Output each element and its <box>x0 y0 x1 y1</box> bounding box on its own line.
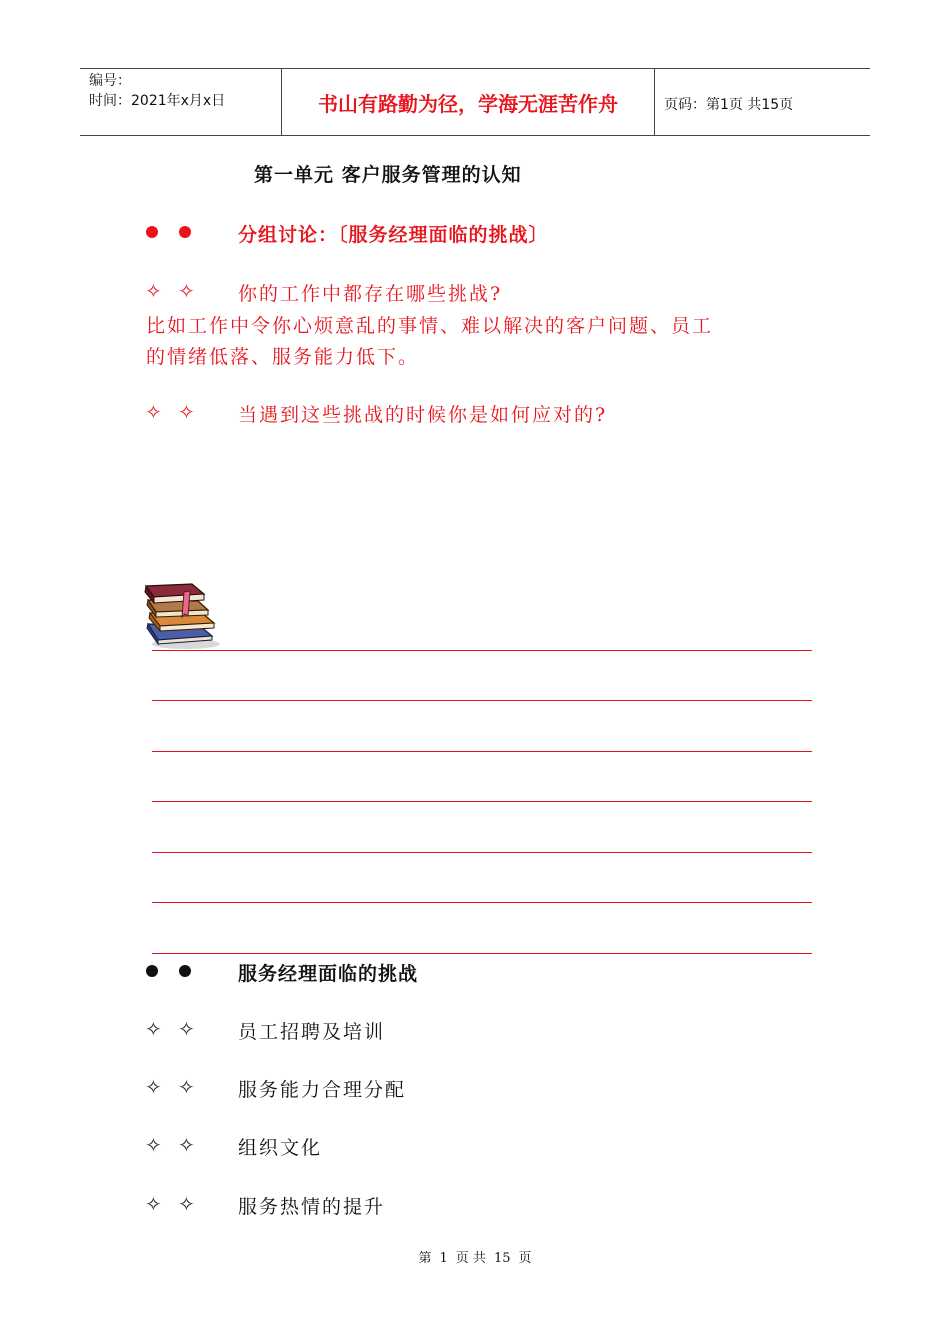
star-bullet-icon: ✧ <box>145 1133 162 1157</box>
header-time-label: 时间：2021年x月x日 <box>89 93 226 109</box>
star-bullet-icon: ✧ <box>145 400 162 424</box>
section2-heading: 服务经理面临的挑战 <box>238 963 419 985</box>
star-bullet-icon: ✧ <box>178 400 195 424</box>
challenge-item: 员工招聘及培训 <box>238 1021 386 1043</box>
question-2: 当遇到这些挑战的时候你是如何应对的? <box>238 404 608 426</box>
star-bullet-icon: ✧ <box>178 1017 195 1041</box>
star-bullet-icon: ✧ <box>145 1192 162 1216</box>
bullet-dot-icon <box>179 226 191 238</box>
footer-total-pages: 15 <box>493 1251 511 1266</box>
star-bullet-icon: ✧ <box>178 1133 195 1157</box>
challenge-item: 服务能力合理分配 <box>238 1079 407 1101</box>
stack-of-books-icon <box>142 580 224 650</box>
question-1-detail-line2: 的情绪低落、服务能力低下。 <box>146 346 420 368</box>
writing-line <box>152 902 812 903</box>
header-number-label: 编号： <box>89 73 131 89</box>
header-bottom-rule <box>80 135 870 136</box>
page-title: 第一单元 客户服务管理的认知 <box>254 164 522 186</box>
bullet-dot-icon <box>146 965 158 977</box>
challenge-item: 服务热情的提升 <box>238 1196 386 1218</box>
star-bullet-icon: ✧ <box>145 279 162 303</box>
writing-line <box>152 700 812 701</box>
page-footer <box>0 1247 950 1266</box>
question-1: 你的工作中都存在哪些挑战? <box>238 283 503 305</box>
challenge-item: 组织文化 <box>238 1137 323 1159</box>
section1-heading: 分组讨论：〔服务经理面临的挑战〕 <box>238 224 549 246</box>
star-bullet-icon: ✧ <box>178 279 195 303</box>
header-top-rule <box>80 68 870 69</box>
star-bullet-icon: ✧ <box>145 1017 162 1041</box>
footer-page-number: 1 <box>439 1251 448 1266</box>
bullet-dot-icon <box>146 226 158 238</box>
footer-mid: 页 共 <box>455 1251 486 1266</box>
footer-suffix: 页 <box>518 1251 532 1266</box>
writing-line <box>152 650 812 651</box>
writing-line <box>152 953 812 954</box>
header-motto: 书山有路勤为径，学海无涯苦作舟 <box>318 92 618 116</box>
star-bullet-icon: ✧ <box>178 1192 195 1216</box>
writing-line <box>152 751 812 752</box>
bullet-dot-icon <box>179 965 191 977</box>
question-1-detail-line1: 比如工作中令你心烦意乱的事情、难以解决的客户问题、员工 <box>146 315 714 337</box>
header-divider-right <box>654 68 655 136</box>
star-bullet-icon: ✧ <box>145 1075 162 1099</box>
writing-line <box>152 801 812 802</box>
writing-line <box>152 852 812 853</box>
header-page-label: 页码：第1页 共15页 <box>664 97 794 113</box>
footer-prefix: 第 <box>418 1251 432 1266</box>
star-bullet-icon: ✧ <box>178 1075 195 1099</box>
